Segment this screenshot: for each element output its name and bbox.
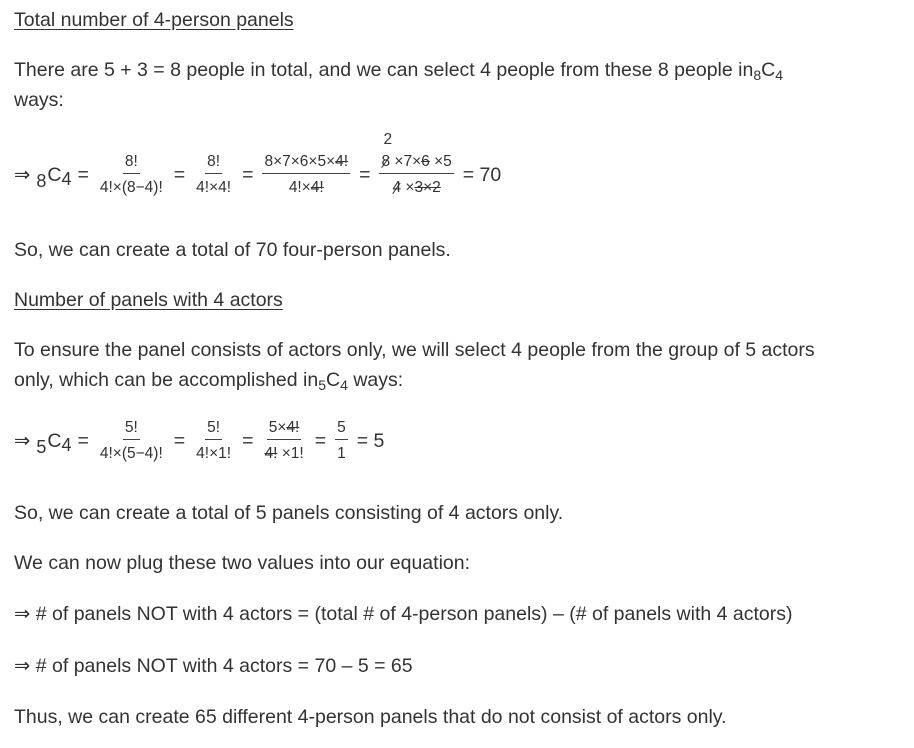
fraction-4 [335, 418, 348, 464]
numerator-part: 5× [268, 419, 287, 436]
numerator: 8! [205, 152, 222, 174]
fraction-2 [194, 152, 233, 198]
comb-sub: 4 [775, 67, 784, 83]
fraction-3 [262, 418, 305, 464]
comb-sub: 4 [340, 377, 348, 393]
denominator-part: ×1! [277, 445, 304, 462]
equation-8c4 [14, 131, 507, 198]
comb-sub: 4 [61, 168, 72, 189]
fraction-2 [194, 418, 233, 464]
denominator-part: 4!× [288, 179, 311, 196]
equals-sign: = [242, 163, 254, 186]
equals-sign: = [242, 429, 254, 452]
numerator-part: ×5 [429, 153, 452, 170]
combination-5c4 [36, 429, 72, 457]
comb-c: C [47, 163, 62, 186]
cancelled-term: 4! [286, 419, 300, 436]
equals-sign: = [77, 429, 89, 452]
combination-8c4 [36, 163, 72, 191]
denominator: 1 [337, 445, 346, 462]
comb-pre: 8 [36, 170, 47, 191]
paragraph-actors-only-2 [14, 367, 403, 393]
fraction-1 [98, 152, 165, 198]
fraction-3 [262, 152, 350, 198]
paragraph-actors-only-1: To ensure the panel consists of actors only, we will select 4 people from the group of 5 actors [14, 339, 815, 361]
equals-sign: = [77, 163, 89, 186]
fraction-1 [98, 418, 165, 464]
equation-not-actors-formula: ⇒ # of panels NOT with 4 actors = (total # of 4-person panels) – (# of panels with 4 actors) [14, 603, 793, 625]
result-70: = 70 [462, 163, 502, 186]
equals-sign: = [173, 163, 186, 186]
paragraph-text: only, which can be accomplished in [14, 369, 319, 391]
equation-5c4 [14, 418, 390, 464]
equals-sign: = [173, 429, 186, 452]
paragraph-text: There are 5 + 3 = 8 people in total, and we can select 4 people from these 8 people in [14, 59, 754, 81]
denominator [287, 174, 326, 198]
numerator [379, 131, 453, 174]
denominator [262, 440, 305, 464]
equals-sign: = [314, 429, 327, 452]
paragraph-text: ways: [353, 369, 404, 391]
cancelled-term: 6 [421, 153, 430, 170]
paragraph-plug-values: We can now plug these two values into our equation: [14, 552, 471, 574]
cancelled-term: 4! [310, 179, 324, 196]
cancel-result: 2 [383, 131, 393, 148]
numerator: 5! [123, 418, 140, 440]
cancelled-term: 8 [381, 153, 391, 170]
numerator [262, 152, 350, 174]
comb-pre: 5 [36, 436, 47, 457]
implies-arrow: ⇒ [14, 430, 31, 452]
comb-c: C [47, 429, 62, 452]
comb-c: C [326, 369, 341, 391]
denominator [390, 174, 442, 198]
cancelled-term: 4 [392, 179, 402, 196]
heading-actor-panels: Number of panels with 4 actors [14, 289, 283, 311]
fraction-4 [379, 131, 453, 198]
numerator: 5! [205, 418, 222, 440]
result-5: = 5 [356, 429, 385, 452]
paragraph-total-70: So, we can create a total of 70 four-person panels. [14, 239, 451, 261]
denominator-part: × [401, 179, 415, 196]
paragraph-conclusion: Thus, we can create 65 different 4-person panels that do not consist of actors only. [14, 706, 727, 728]
equation-not-actors-result: ⇒ # of panels NOT with 4 actors = 70 – 5 = 65 [14, 655, 413, 677]
comb-sub: 4 [61, 434, 72, 455]
comb-pre: 5 [318, 377, 327, 393]
cancelled-term: 3×2 [414, 179, 441, 196]
numerator: 8! [123, 152, 140, 174]
implies-arrow: ⇒ [14, 164, 31, 186]
paragraph-ways-1: ways: [14, 89, 64, 111]
denominator: 4!×1! [196, 445, 232, 462]
paragraph-total-people [14, 57, 783, 83]
equals-sign: = [359, 163, 371, 186]
numerator-part: ×7× [390, 153, 422, 170]
numerator: 5 [335, 418, 348, 440]
denominator: 4!×4! [196, 179, 232, 196]
cancelled-term: 4! [335, 153, 349, 170]
paragraph-total-5: So, we can create a total of 5 panels consisting of 4 actors only. [14, 502, 564, 524]
comb-pre: 8 [753, 67, 762, 83]
numerator [267, 418, 302, 440]
cancelled-term: 4! [264, 445, 278, 462]
denominator: 4!×(8−4)! [99, 179, 163, 196]
numerator-part: 8×7×6×5× [264, 153, 336, 170]
denominator: 4!×(5−4)! [99, 445, 163, 462]
comb-c: C [761, 59, 776, 81]
heading-total-panels: Total number of 4-person panels [14, 9, 294, 31]
